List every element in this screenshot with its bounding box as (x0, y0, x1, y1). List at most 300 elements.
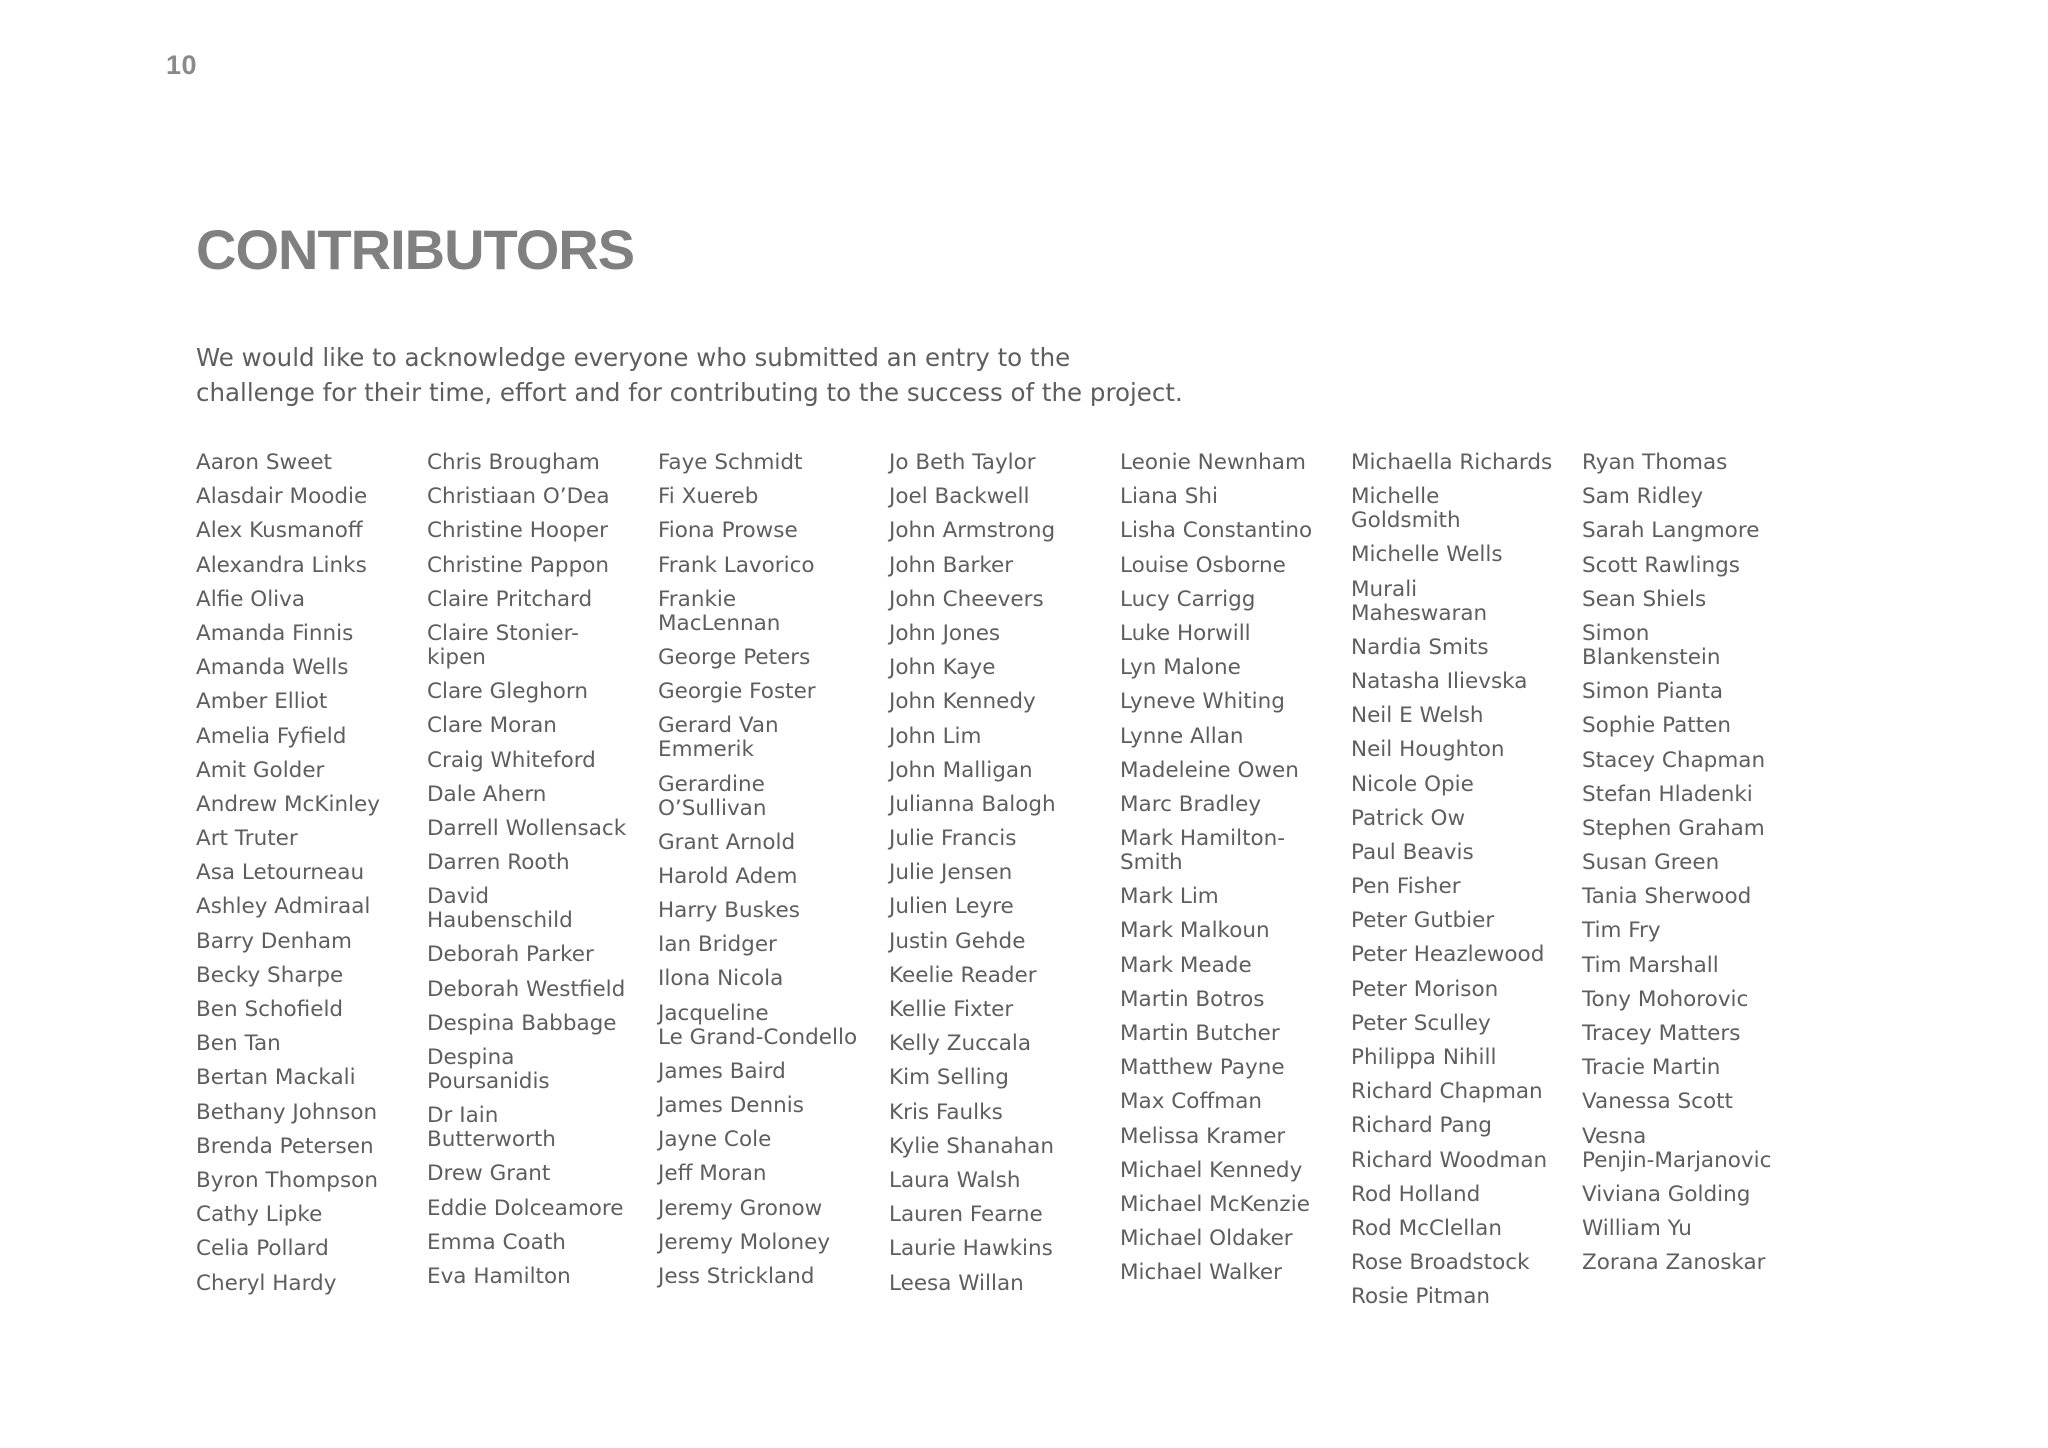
contributor-name (889, 861, 1120, 885)
contributor-name-line: Mark Meade (1120, 952, 1252, 978)
contributor-name (1582, 1183, 1813, 1207)
contributor-name (889, 1101, 1120, 1125)
contributor-name-line: Patrick Ow (1351, 805, 1466, 831)
contributor-name-line: James Baird (658, 1058, 786, 1084)
contributor-column-4 (889, 451, 1120, 1320)
contributor-name (658, 588, 889, 636)
intro-paragraph (196, 340, 1396, 410)
contributor-name (1120, 588, 1351, 612)
contributor-name (196, 759, 427, 783)
contributor-name (1351, 578, 1582, 626)
contributor-name (196, 1101, 427, 1125)
contributor-name-line: Lauren Fearne (889, 1202, 1043, 1228)
contributor-name-line: Michelle Wells (1351, 542, 1503, 568)
contributor-name-line: Christiaan O’Dea (427, 484, 610, 510)
contributor-name (889, 1066, 1120, 1090)
contributor-name-line: Penjin-Marjanovic (1582, 1147, 1772, 1173)
contributor-name (1351, 738, 1582, 762)
contributor-name-line: Michael Walker (1120, 1260, 1282, 1286)
contributor-name-line: Bertan Mackali (196, 1065, 356, 1091)
contributor-name (1351, 1114, 1582, 1138)
contributor-name (196, 930, 427, 954)
contributor-name (1120, 793, 1351, 817)
contributor-name (1582, 1125, 1813, 1173)
contributor-name (427, 485, 658, 509)
contributor-name-line: Lyneve Whiting (1120, 689, 1285, 715)
contributor-name (658, 1128, 889, 1152)
contributor-name (1120, 519, 1351, 543)
contributor-name-line: Cathy Lipke (196, 1202, 323, 1228)
contributor-name (1582, 783, 1813, 807)
contributor-name (658, 933, 889, 957)
contributor-name (889, 588, 1120, 612)
contributor-name-line: Ryan Thomas (1582, 450, 1728, 475)
contributor-name (1582, 588, 1813, 612)
contributor-name-line: Dale Ahern (427, 781, 547, 807)
contributor-name-line: Ashley Admiraal (196, 894, 371, 920)
contributor-name-line: Drew Grant (427, 1161, 551, 1187)
contributor-name (427, 451, 658, 475)
contributor-name-line: Rod McClellan (1351, 1215, 1502, 1241)
contributor-name-line: Ian Bridger (658, 932, 777, 958)
contributor-name-line: Christine Hooper (427, 518, 608, 544)
contributor-name (427, 1197, 658, 1221)
contributors-list (196, 451, 1813, 1320)
contributor-name-line: Tracey Matters (1582, 1021, 1741, 1046)
contributor-name-line: Madeleine Owen (1120, 757, 1299, 783)
contributor-name (1120, 1056, 1351, 1080)
contributor-name-line: Zorana Zanoskar (1582, 1250, 1766, 1276)
contributor-name (196, 827, 427, 851)
contributor-name (658, 899, 889, 923)
contributor-name (196, 1169, 427, 1193)
contributor-name-line: Poursanidis (427, 1069, 550, 1094)
contributor-name-line: Barry Denham (196, 928, 352, 954)
contributor-name (1582, 817, 1813, 841)
contributor-name-line: John Kaye (889, 655, 996, 681)
contributor-name-line: Rod Holland (1351, 1181, 1481, 1207)
contributor-name (889, 622, 1120, 646)
contributor-name-line: Frank Lavorico (658, 552, 815, 578)
contributor-name-line: David (427, 884, 490, 910)
contributor-name-line: John Malligan (889, 757, 1033, 783)
contributor-name-line: Harold Adem (658, 863, 798, 889)
contributor-name-line: Andrew McKinley (196, 791, 380, 817)
contributor-name (427, 978, 658, 1002)
contributor-name (1351, 1217, 1582, 1241)
contributor-name (658, 1197, 889, 1221)
contributor-name (889, 1203, 1120, 1227)
contributor-name-line: Ilona Nicola (658, 966, 784, 992)
contributor-name-line: Clare Gleghorn (427, 679, 588, 705)
contributor-name-line: Jacqueline (658, 1000, 769, 1026)
contributor-name (658, 865, 889, 889)
contributor-name-line: Max Coffman (1120, 1089, 1263, 1115)
contributor-name (1120, 1193, 1351, 1217)
contributor-name-line: Julie Jensen (889, 860, 1013, 886)
contributor-name-line: Amanda Finnis (196, 620, 354, 646)
contributor-name (658, 680, 889, 704)
contributor-name (196, 690, 427, 714)
contributor-name-line: Amber Elliot (196, 689, 328, 715)
contributor-name-line: Tim Fry (1582, 918, 1661, 944)
contributor-name (1582, 1217, 1813, 1241)
contributor-name (1351, 1251, 1582, 1275)
contributor-name-line: Neil E Welsh (1351, 703, 1484, 729)
contributor-name (1120, 759, 1351, 783)
contributor-name-line: Simon (1582, 620, 1650, 646)
contributor-name-line: Simon Pianta (1582, 679, 1724, 705)
contributor-name-line: Jeff Moran (658, 1161, 767, 1187)
contributor-name-line: Richard Chapman (1351, 1079, 1543, 1105)
contributor-name-line: Richard Woodman (1351, 1147, 1548, 1173)
contributor-column-3 (658, 451, 889, 1320)
contributor-name (1582, 554, 1813, 578)
contributor-name (196, 622, 427, 646)
contributor-name-line: Murali (1351, 576, 1418, 602)
contributor-name-line: Bethany Johnson (196, 1099, 378, 1125)
contributor-name-line: Despina Babbage (427, 1010, 617, 1036)
contributor-name (889, 1237, 1120, 1261)
contributor-name (658, 519, 889, 543)
contributor-name (196, 964, 427, 988)
page-title: CONTRIBUTORS (196, 218, 635, 281)
contributor-name (1582, 919, 1813, 943)
contributor-name (196, 451, 427, 475)
contributor-name-line: Laura Walsh (889, 1167, 1021, 1193)
contributor-name (427, 783, 658, 807)
contributor-column-2 (427, 451, 658, 1320)
contributor-name (889, 485, 1120, 509)
contributor-name-line: Becky Sharpe (196, 962, 344, 988)
contributor-name-line: Kim Selling (889, 1065, 1009, 1091)
contributor-name-line: Tania Sherwood (1582, 884, 1752, 910)
contributor-name-line: Michelle (1351, 484, 1440, 510)
contributor-name-line: Leonie Newnham (1120, 450, 1306, 475)
contributor-name (658, 1060, 889, 1084)
contributor-name (427, 622, 658, 670)
contributor-name (1120, 1227, 1351, 1251)
contributor-name (1351, 875, 1582, 899)
contributor-name-line: Keelie Reader (889, 962, 1037, 988)
contributor-name-line: Ben Schofield (196, 997, 344, 1022)
contributor-name-line: Joel Backwell (889, 484, 1030, 510)
contributor-name (1120, 1261, 1351, 1285)
contributor-name-line: Art Truter (196, 826, 298, 852)
contributor-name (889, 1135, 1120, 1159)
contributor-name (1120, 1159, 1351, 1183)
contributor-name-line: John Barker (889, 552, 1014, 578)
contributor-name (658, 1162, 889, 1186)
contributor-name (889, 998, 1120, 1022)
contributor-name-line: Smith (1120, 850, 1183, 876)
contributor-name (1351, 670, 1582, 694)
contributor-column-6 (1351, 451, 1582, 1320)
contributor-name (889, 895, 1120, 919)
contributor-name (1351, 543, 1582, 567)
contributor-name (889, 827, 1120, 851)
contributor-name (427, 1046, 658, 1094)
page-number: 10 (166, 50, 198, 80)
contributor-name-line: Grant Arnold (658, 829, 796, 855)
contributor-name-line: William Yu (1582, 1215, 1692, 1241)
contributor-name (658, 451, 889, 475)
contributor-name-line: Kylie Shanahan (889, 1133, 1054, 1159)
contributor-name-line: Nicole Opie (1351, 771, 1474, 797)
contributor-name-line: Sarah Langmore (1582, 518, 1760, 544)
contributor-name-line: Jo Beth Taylor (889, 450, 1036, 475)
contributor-name (1582, 622, 1813, 670)
contributor-name-line: Eva Hamilton (427, 1263, 571, 1289)
contributor-name (658, 773, 889, 821)
contributor-column-5 (1120, 451, 1351, 1320)
contributor-name (658, 1002, 889, 1050)
contributor-name (1582, 1090, 1813, 1114)
contributor-name (196, 554, 427, 578)
contributor-name (1351, 1285, 1582, 1309)
contributor-name-line: Chris Brougham (427, 450, 600, 475)
contributor-name (1351, 773, 1582, 797)
contributor-name (658, 714, 889, 762)
contributor-name-line: Neil Houghton (1351, 737, 1505, 763)
contributor-name-line: Faye Schmidt (658, 450, 803, 475)
contributor-name-line: Leesa Willan (889, 1270, 1024, 1296)
contributor-name-line: Rosie Pitman (1351, 1284, 1491, 1310)
contributor-name (427, 817, 658, 841)
contributor-name (196, 895, 427, 919)
contributor-name (889, 656, 1120, 680)
contributor-name-line: Sean Shiels (1582, 586, 1707, 612)
contributor-name (1351, 978, 1582, 1002)
contributor-name (196, 1032, 427, 1056)
contributor-name-line: Viviana Golding (1582, 1181, 1751, 1207)
contributor-name (889, 1272, 1120, 1296)
contributor-name (427, 851, 658, 875)
contributor-name-line: John Lim (889, 723, 982, 749)
contributor-name-line: Julien Leyre (889, 894, 1014, 920)
contributor-name-line: Lucy Carrigg (1120, 586, 1256, 612)
contributor-name-line: Craig Whiteford (427, 747, 596, 773)
contributor-name-line: Peter Morison (1351, 976, 1499, 1002)
contributor-name (1582, 1251, 1813, 1275)
contributor-name-line: Butterworth (427, 1127, 556, 1153)
contributor-name (196, 519, 427, 543)
contributor-name-line: Frankie (658, 586, 737, 612)
contributor-name-line: Matthew Payne (1120, 1055, 1285, 1081)
contributor-name (427, 885, 658, 933)
contributor-name (196, 588, 427, 612)
contributor-name (196, 1135, 427, 1159)
contributor-name (889, 725, 1120, 749)
contributor-name-line: Kellie Fixter (889, 997, 1014, 1022)
contributor-name-line: John Armstrong (889, 518, 1056, 544)
contributor-name (196, 861, 427, 885)
contributor-name-line: Emmerik (658, 737, 754, 763)
contributor-name (1120, 954, 1351, 978)
contributor-name-line: Brenda Petersen (196, 1133, 374, 1159)
contributor-name-line: Clare Moran (427, 713, 557, 739)
contributor-name-line: Blankenstein (1582, 644, 1721, 670)
contributor-name (1120, 622, 1351, 646)
contributor-name-line: Michaella Richards (1351, 450, 1553, 475)
contributor-name-line: Natasha Ilievska (1351, 668, 1528, 694)
contributor-name-line: Stephen Graham (1582, 815, 1765, 841)
contributor-name-line: Eddie Dolceamore (427, 1195, 624, 1221)
contributor-name (1120, 988, 1351, 1012)
contributor-name (1120, 1022, 1351, 1046)
contributor-name-line: Alexandra Links (196, 552, 367, 578)
contributor-name (658, 554, 889, 578)
contributor-name (889, 519, 1120, 543)
contributor-name (196, 1066, 427, 1090)
contributor-name-line: Peter Heazlewood (1351, 942, 1545, 968)
contributor-name-line: Sam Ridley (1582, 484, 1704, 510)
contributor-name-line: Melissa Kramer (1120, 1123, 1286, 1149)
intro-line-1: We would like to acknowledge everyone who submitted an entry to the (196, 343, 1071, 372)
contributor-name (196, 1237, 427, 1261)
contributor-name-line: Michael Kennedy (1120, 1157, 1303, 1183)
contributor-name-line: MacLennan (658, 610, 781, 636)
contributor-name-line: Goldsmith (1351, 508, 1461, 534)
contributor-name (1582, 519, 1813, 543)
intro-line-2: challenge for their time, effort and for contributing to the success of the project. (196, 378, 1183, 407)
contributor-name (427, 588, 658, 612)
contributor-name-line: Sophie Patten (1582, 713, 1731, 739)
contributor-name (1351, 807, 1582, 831)
contributor-name-line: Jeremy Moloney (658, 1229, 831, 1255)
contributor-name-line: Gerardine (658, 771, 765, 797)
contributor-name-line: Lynne Allan (1120, 723, 1244, 749)
contributor-name (196, 1203, 427, 1227)
contributor-column-1 (196, 451, 427, 1320)
contributor-name (658, 831, 889, 855)
contributor-name (427, 1104, 658, 1152)
contributor-name (658, 485, 889, 509)
contributor-column-7 (1582, 451, 1813, 1320)
contributor-name-line: Louise Osborne (1120, 552, 1286, 578)
contributor-name-line: Fi Xuereb (658, 484, 759, 510)
contributor-name (1582, 451, 1813, 475)
contributor-name (1120, 690, 1351, 714)
contributor-name (889, 930, 1120, 954)
contributor-name-line: Justin Gehde (889, 928, 1026, 954)
contributor-name (196, 793, 427, 817)
contributor-name-line: Amanda Wells (196, 655, 349, 681)
contributor-name (1582, 485, 1813, 509)
contributor-name (427, 714, 658, 738)
contributor-name (1351, 485, 1582, 533)
contributor-name (196, 725, 427, 749)
contributor-name-line: Celia Pollard (196, 1236, 329, 1262)
contributor-name (427, 1012, 658, 1036)
contributor-name (1351, 1012, 1582, 1036)
contributor-name-line: Emma Coath (427, 1229, 566, 1255)
contributor-name-line: Stefan Hladenki (1582, 781, 1753, 807)
contributor-name-line: Mark Malkoun (1120, 918, 1270, 944)
contributor-name (658, 967, 889, 991)
contributor-name-line: Marc Bradley (1120, 791, 1262, 817)
contributor-name (196, 656, 427, 680)
contributor-name (889, 1032, 1120, 1056)
contributor-name-line: Vesna (1582, 1123, 1647, 1149)
contributor-name (1582, 1022, 1813, 1046)
contributor-name-line: John Kennedy (889, 689, 1036, 715)
contributor-name-line: Darren Rooth (427, 850, 570, 876)
contributor-name (1582, 851, 1813, 875)
contributor-name-line: Maheswaran (1351, 600, 1488, 626)
contributor-name-line: Michael Oldaker (1120, 1226, 1293, 1252)
contributor-name (1582, 1056, 1813, 1080)
contributor-name-line: Peter Gutbier (1351, 908, 1495, 934)
contributor-name (1582, 954, 1813, 978)
contributor-name-line: Nardia Smits (1351, 634, 1489, 660)
contributor-name (1351, 1080, 1582, 1104)
contributor-name-line: Amelia Fyfield (196, 723, 347, 749)
contributor-name-line: Vanessa Scott (1582, 1089, 1733, 1115)
contributor-name (1582, 680, 1813, 704)
contributor-name (889, 690, 1120, 714)
contributor-name-line: Lisha Constantino (1120, 518, 1313, 544)
contributor-name (1351, 1183, 1582, 1207)
contributor-name (427, 1265, 658, 1289)
contributor-name (1120, 656, 1351, 680)
contributor-name (1351, 841, 1582, 865)
contributor-name-line: Jeremy Gronow (658, 1195, 823, 1221)
contributor-name-line: Alasdair Moodie (196, 484, 368, 510)
contributor-name (1351, 943, 1582, 967)
contributor-name-line: Le Grand-Condello (658, 1024, 858, 1050)
contributor-name (427, 554, 658, 578)
contributor-name-line: Jayne Cole (658, 1127, 772, 1153)
contributor-name (1351, 704, 1582, 728)
contributor-name (1120, 451, 1351, 475)
contributor-name (1582, 714, 1813, 738)
contributor-name-line: Peter Sculley (1351, 1010, 1491, 1036)
contributor-name (1120, 885, 1351, 909)
contributor-name-line: Tracie Martin (1582, 1055, 1721, 1081)
contributor-name-line: Georgie Foster (658, 679, 816, 705)
contributor-name (196, 1272, 427, 1296)
contributor-name-line: Gerard Van (658, 713, 779, 739)
contributor-name-line: Scott Rawlings (1582, 552, 1740, 578)
contributor-name (1120, 554, 1351, 578)
contributor-name (889, 554, 1120, 578)
contributor-name-line: Lyn Malone (1120, 655, 1241, 681)
contributor-name-line: Christine Pappon (427, 552, 609, 578)
contributor-name (427, 519, 658, 543)
contributor-name (658, 646, 889, 670)
contributor-name-line: Susan Green (1582, 850, 1720, 876)
contributor-name (1582, 988, 1813, 1012)
contributor-name-line: Liana Shi (1120, 484, 1219, 510)
contributor-name (427, 749, 658, 773)
contributor-name-line: O’Sullivan (658, 795, 767, 821)
contributor-name (1120, 485, 1351, 509)
contributor-name-line: Philippa Nihill (1351, 1045, 1497, 1070)
contributor-name-line: Claire Stonier- (427, 620, 579, 646)
contributor-name-line: Kelly Zuccala (889, 1031, 1032, 1057)
contributor-name-line: John Cheevers (889, 586, 1044, 612)
contributor-name (196, 485, 427, 509)
contributor-name-line: John Jones (889, 620, 1001, 646)
contributor-name-line: Ben Tan (196, 1031, 281, 1057)
contributor-name (1120, 1090, 1351, 1114)
contributor-name (658, 1265, 889, 1289)
contributor-name-line: Mark Hamilton- (1120, 826, 1286, 852)
contributor-name (889, 793, 1120, 817)
contributor-name-line: Martin Botros (1120, 986, 1265, 1012)
contributor-name-line: Richard Pang (1351, 1113, 1492, 1139)
